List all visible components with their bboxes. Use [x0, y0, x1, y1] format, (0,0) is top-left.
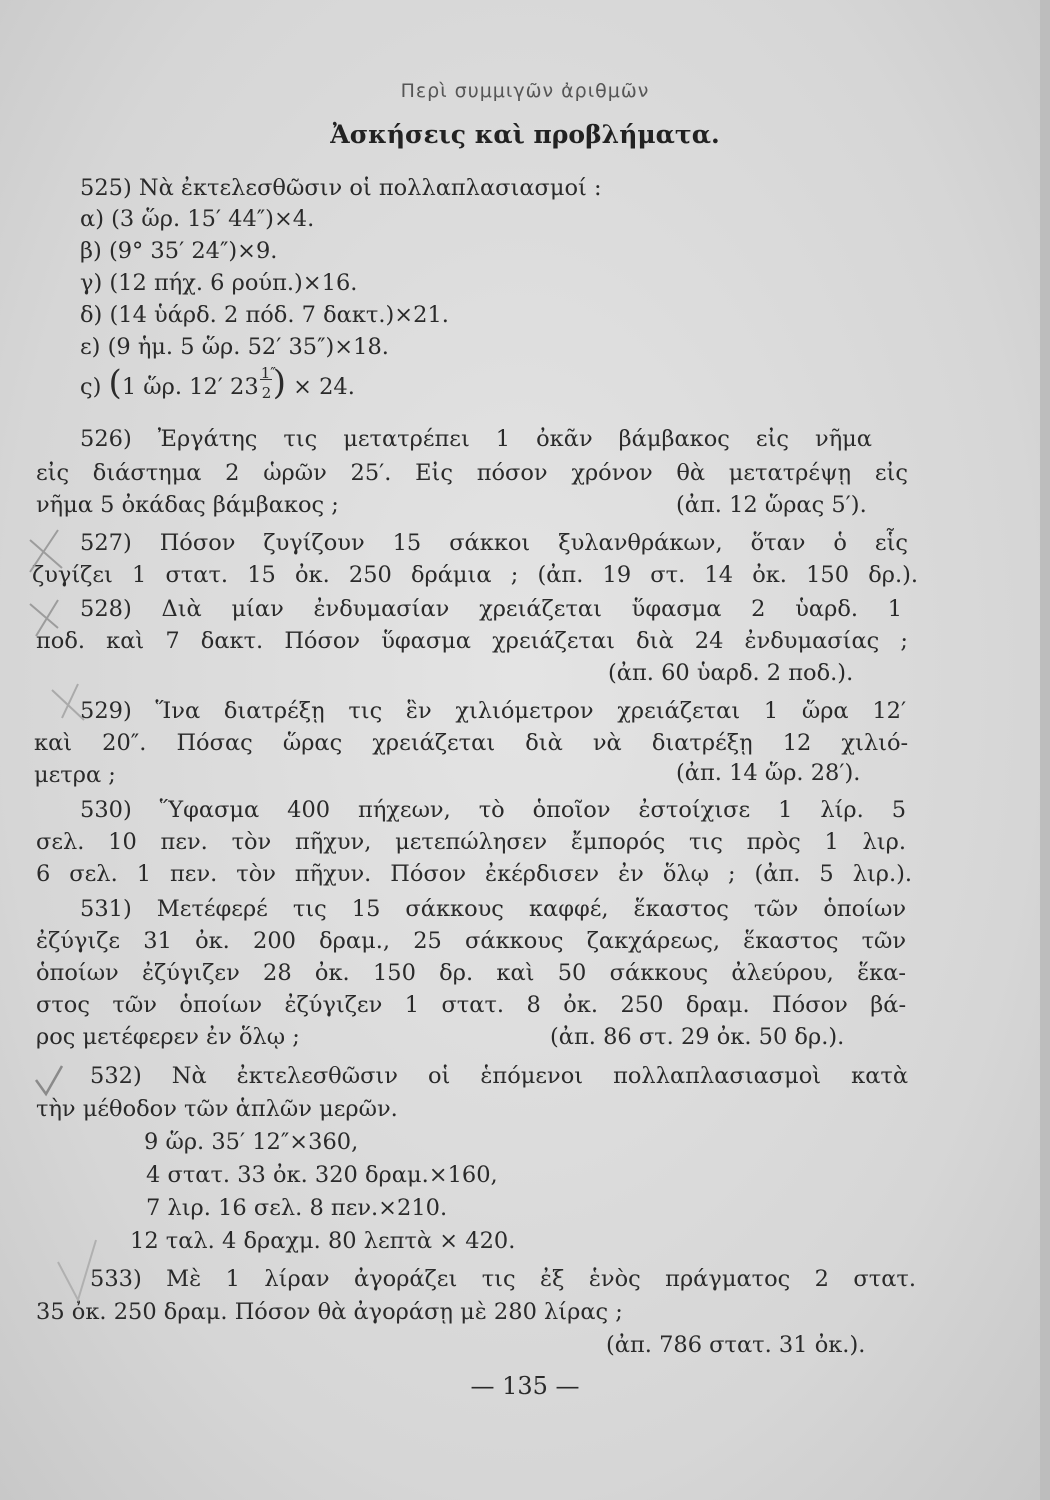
fraction-expression: 1 ὥρ. 12′ 23: [121, 374, 259, 400]
exercise-531-line4: στος τῶν ὁποίων ἐζύγιζεν 1 στατ. 8 ὀκ. 250 δραμ. Πόσον βά-: [36, 992, 907, 1018]
item-label: ς): [80, 374, 102, 400]
exercise-531-line2: ἐζύγιζε 31 ὀκ. 200 δραμ., 25 σάκκους ζακχάρεως, ἕκαστος τῶν: [36, 928, 907, 954]
exercise-529-answer: (ἀπ. 14 ὥρ. 28′).: [676, 760, 861, 786]
exercise-528-line1: 528) Διὰ μίαν ἐνδυμασίαν χρειάζεται ὕφασμα 2 ὑαρδ. 1: [80, 596, 903, 622]
exercise-532-item-1: 9 ὥρ. 35′ 12″×360,: [144, 1129, 359, 1155]
exercise-529-line1: 529) Ἵνα διατρέξῃ τις ἓν χιλιόμετρον χρειάζεται 1 ὥρα 12′: [80, 698, 907, 724]
exercise-526-line2: εἰς διάστημα 2 ὡρῶν 25′. Εἰς πόσον χρόνον θὰ μετατρέψῃ εἰς: [36, 460, 908, 486]
exercise-528-line2: ποδ. καὶ 7 δακτ. Πόσον ὕφασμα χρειάζεται διὰ 24 ἐνδυμασίας ;: [36, 628, 908, 654]
exercise-533-answer: (ἀπ. 786 στατ. 31 ὀκ.).: [606, 1332, 866, 1358]
exercise-528-answer: (ἀπ. 60 ὑαρδ. 2 ποδ.).: [608, 660, 854, 686]
exercise-529-line3: μετρα ;: [34, 762, 116, 788]
exercise-530-line3: 6 σελ. 1 πεν. τὸν πῆχυν. Πόσον ἐκέρδισεν ἐν ὅλῳ ; (ἀπ. 5 λιρ.).: [36, 861, 913, 887]
multiplier: × 24.: [293, 374, 355, 400]
exercise-527-line1: 527) Πόσον ζυγίζουν 15 σάκκοι ξυλανθράκων, ὅταν ὁ εἷς: [80, 530, 908, 556]
exercise-531-line1: 531) Μετέφερέ τις 15 σάκκους καφφέ, ἕκαστος τῶν ὁποίων: [80, 896, 907, 922]
exercise-533-line2: 35 ὀκ. 250 δραμ. Πόσον θὰ ἀγοράσῃ μὲ 280 λίρας ;: [36, 1299, 623, 1325]
exercise-525-e: ε) (9 ἡμ. 5 ὥρ. 52′ 35″)×18.: [80, 334, 389, 360]
fraction-denominator: 2: [261, 384, 272, 402]
exercise-526-line3: νῆμα 5 ὀκάδας βάμβακος ;: [36, 492, 339, 518]
fraction-numerator: 1″: [260, 364, 276, 382]
exercise-526-answer: (ἀπ. 12 ὥρας 5′).: [676, 492, 867, 518]
exercise-530-line2: σελ. 10 πεν. τὸν πῆχυν, μετεπώλησεν ἔμπορός τις πρὸς 1 λιρ.: [36, 829, 906, 855]
exercise-525-c: γ) (12 πήχ. 6 ρούπ.)×16.: [80, 270, 358, 296]
exercise-532-line2: τὴν μέθοδον τῶν ἁπλῶν μερῶν.: [36, 1096, 398, 1122]
section-title: Ἀσκήσεις καὶ προβλήματα.: [330, 120, 720, 149]
exercise-531-answer: (ἀπ. 86 στ. 29 ὀκ. 50 δρ.).: [550, 1024, 845, 1050]
check-mark-icon: [36, 1066, 62, 1094]
exercise-525-d: δ) (14 ὑάρδ. 2 πόδ. 7 δακτ.)×21.: [80, 302, 449, 328]
exercise-532-item-2: 4 στατ. 33 ὀκ. 320 δραμ.×160,: [146, 1162, 498, 1188]
check-mark-icon: [58, 1240, 96, 1300]
exercise-531-line5: ρος μετέφερεν ἐν ὅλῳ ;: [36, 1024, 300, 1050]
cross-mark-icon: [52, 684, 84, 720]
open-paren: (: [108, 363, 122, 403]
exercise-525-intro: 525) Νὰ ἐκτελεσθῶσιν οἱ πολλαπλασιασμοί :: [80, 175, 602, 201]
running-head: Περὶ συμμιγῶν ἀριθμῶν: [400, 80, 650, 102]
close-paren: ): [272, 363, 286, 403]
exercise-532-line1: 532) Νὰ ἐκτελεσθῶσιν οἱ ἑπόμενοι πολλαπλασιασμοὶ κατὰ: [90, 1063, 909, 1089]
exercise-529-line2: καὶ 20″. Πόσας ὥρας χρειάζεται διὰ νὰ διατρέξῃ 12 χιλιό-: [34, 730, 909, 756]
page-number: — 135 —: [470, 1372, 580, 1400]
exercise-525-b: β) (9° 35′ 24″)×9.: [80, 238, 278, 264]
exercise-527-line2: ζυγίζει 1 στατ. 15 ὀκ. 250 δράμια ; (ἀπ. 19 στ. 14 ὀκ. 150 δρ.).: [32, 562, 919, 588]
exercise-532-item-4: 12 ταλ. 4 δραχμ. 80 λεπτὰ × 420.: [130, 1228, 516, 1254]
exercise-530-line1: 530) Ὕφασμα 400 πήχεων, τὸ ὁποῖον ἐστοίχισε 1 λίρ. 5: [80, 797, 907, 823]
exercise-526-line1: 526) Ἐργάτης τις μετατρέπει 1 ὀκᾶν βάμβακος εἰς νῆμα: [80, 426, 872, 452]
cross-mark-icon: [30, 600, 58, 636]
exercise-533-line1: 533) Μὲ 1 λίραν ἀγοράζει τις ἐξ ἑνὸς πράγματος 2 στατ.: [90, 1266, 916, 1292]
cross-mark-icon: [30, 530, 62, 572]
exercise-532-item-3: 7 λιρ. 16 σελ. 8 πεν.×210.: [146, 1195, 448, 1221]
exercise-525-a: α) (3 ὥρ. 15′ 44″)×4.: [80, 206, 315, 232]
exercise-531-line3: ὁποίων ἐζύγιζεν 28 ὀκ. 150 δρ. καὶ 50 σάκκους ἀλεύρου, ἕκα-: [36, 960, 907, 986]
